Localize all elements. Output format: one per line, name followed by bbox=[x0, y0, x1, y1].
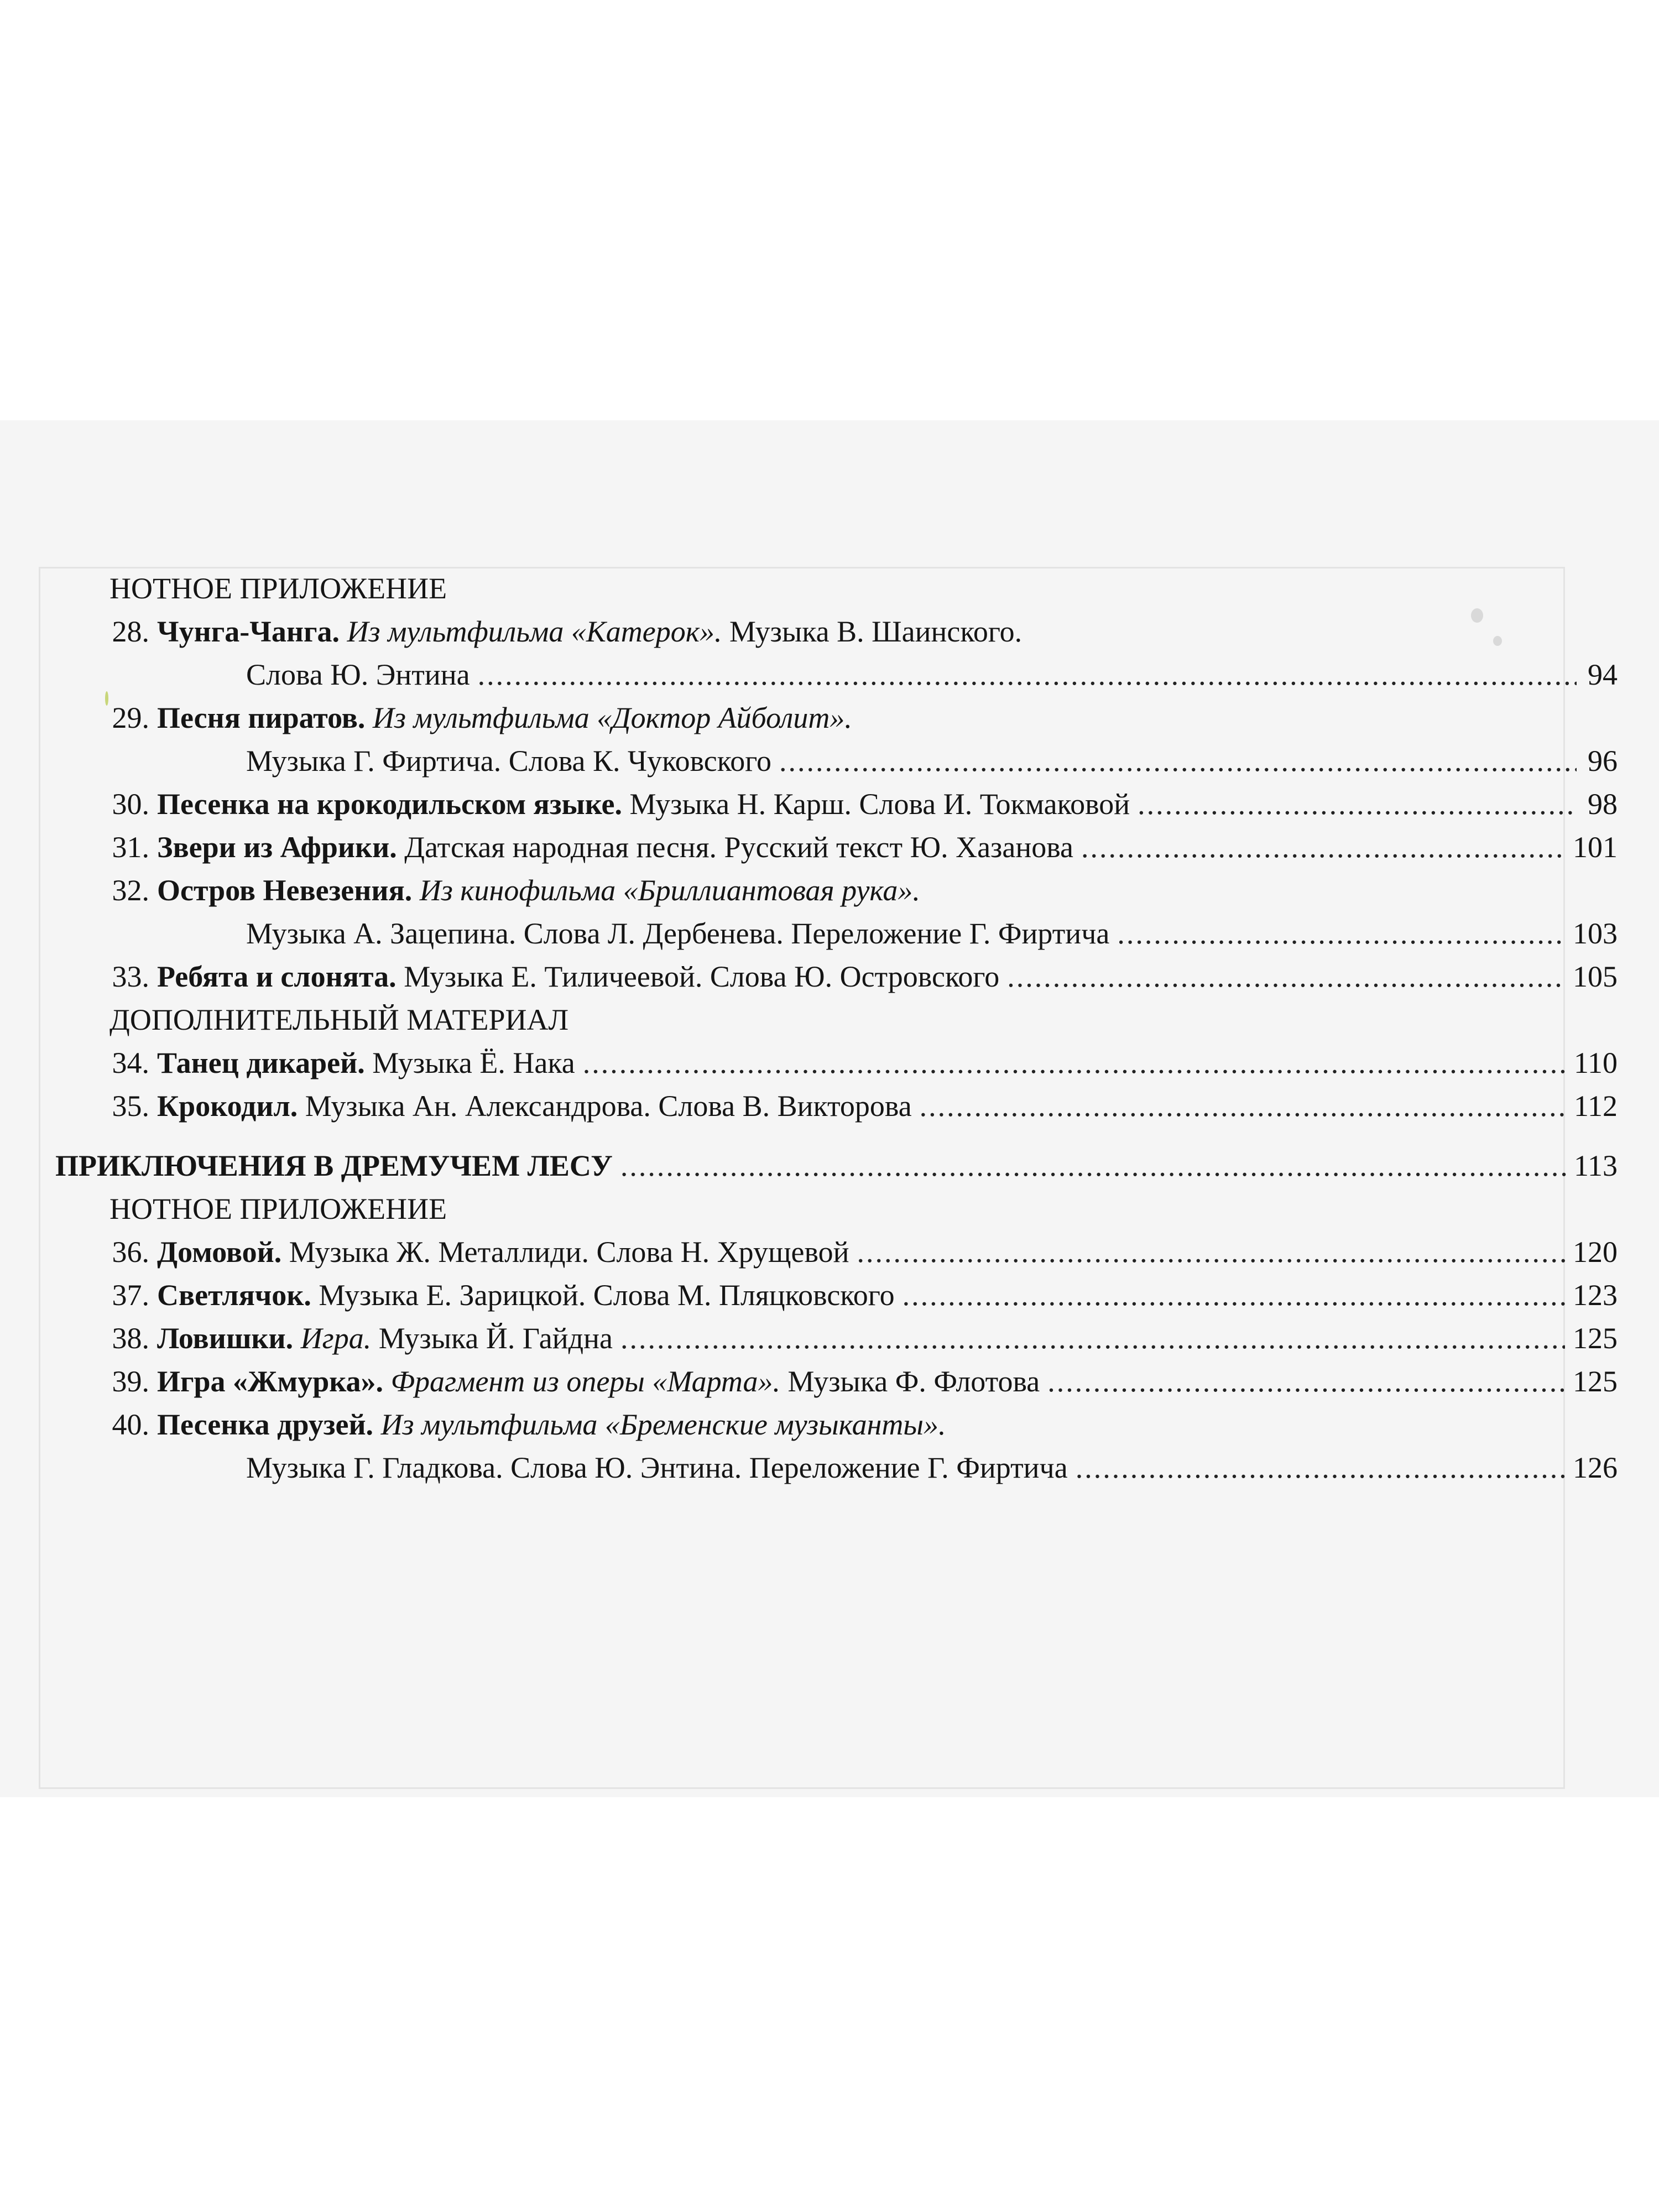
entry-number: 28. bbox=[112, 615, 149, 648]
entry-title: Песенка друзей. bbox=[157, 1408, 374, 1441]
leader-dots bbox=[857, 1230, 1565, 1274]
entry-title: Песенка на крокодильском языке. bbox=[157, 787, 622, 821]
entry-credits-continued: Музыка Г. Фиртича. Слова К. Чуковского bbox=[246, 744, 772, 778]
entry-credits: Музыка Ж. Металлиди. Слова Н. Хрущевой bbox=[289, 1235, 849, 1269]
entry-credits: Музыка Ан. Александрова. Слова В. Викторова bbox=[305, 1089, 912, 1123]
leader-dots bbox=[583, 1041, 1566, 1084]
toc-entry-29 bbox=[55, 696, 1618, 782]
entry-title: Ребята и слонята. bbox=[157, 960, 397, 993]
entry-source: Из мультфильма «Доктор Айболит». bbox=[372, 701, 852, 734]
toc-entry-40 bbox=[55, 1403, 1618, 1489]
table-of-contents bbox=[55, 567, 1618, 1489]
entry-credits-continued: Музыка Г. Гладкова. Слова Ю. Энтина. Переложение Г. Фиртича bbox=[246, 1451, 1068, 1484]
chapter-title: ПРИКЛЮЧЕНИЯ В ДРЕМУЧЕМ ЛЕСУ bbox=[55, 1149, 613, 1182]
entry-source: Игра. bbox=[300, 1322, 372, 1355]
entry-number: 35. bbox=[112, 1089, 149, 1123]
entry-title: Танец дикарей. bbox=[157, 1046, 365, 1079]
entry-credits: Музыка Н. Карш. Слова И. Токмаковой bbox=[629, 787, 1130, 821]
page-number: 101 bbox=[1573, 831, 1618, 864]
entry-credits: Музыка Е. Тиличеевой. Слова Ю. Островского bbox=[404, 960, 1000, 993]
page-number: 98 bbox=[1588, 787, 1618, 821]
entry-number: 40. bbox=[112, 1408, 149, 1441]
entry-source: Из мультфильма «Бременские музыканты». bbox=[380, 1408, 946, 1441]
entry-number: 29. bbox=[112, 701, 149, 734]
section-title: НОТНОЕ ПРИЛОЖЕНИЕ bbox=[109, 1192, 447, 1225]
leader-dots bbox=[478, 653, 1577, 696]
entry-title: Песня пиратов. bbox=[157, 701, 366, 734]
entry-credits: Музыка Ё. Нака bbox=[372, 1046, 575, 1079]
section-title: ДОПОЛНИТЕЛЬНЫЙ МАТЕРИАЛ bbox=[109, 1003, 569, 1036]
entry-number: 34. bbox=[112, 1046, 149, 1079]
page-number: 113 bbox=[1574, 1149, 1618, 1182]
page-number: 110 bbox=[1574, 1046, 1618, 1079]
entry-title: Звери из Африки. bbox=[157, 831, 397, 864]
entry-number: 38. bbox=[112, 1322, 149, 1355]
section-heading bbox=[55, 1187, 1618, 1230]
entry-source: Из кинофильма «Бриллиантовая рука». bbox=[419, 874, 920, 907]
leader-dots bbox=[1007, 955, 1565, 998]
toc-entry-34 bbox=[55, 1041, 1618, 1084]
entry-credits-continued: Музыка А. Зацепина. Слова Л. Дербенева. Переложение Г. Фиртича bbox=[246, 917, 1110, 950]
leader-dots bbox=[779, 739, 1577, 782]
leader-dots bbox=[1117, 912, 1565, 955]
entry-number: 33. bbox=[112, 960, 149, 993]
page-number: 105 bbox=[1573, 960, 1618, 993]
entry-title: Игра «Жмурка». bbox=[157, 1365, 384, 1398]
entry-number: 37. bbox=[112, 1279, 149, 1312]
entry-credits: Музыка Е. Зарицкой. Слова М. Пляцковского bbox=[319, 1279, 895, 1312]
entry-title: Светлячок. bbox=[157, 1279, 311, 1312]
page-number: 123 bbox=[1573, 1279, 1618, 1312]
entry-source: Из мультфильма «Катерок». bbox=[347, 615, 722, 648]
entry-credits: Музыка В. Шаинского. bbox=[729, 615, 1022, 648]
entry-credits: Музыка Й. Гайдна bbox=[378, 1322, 613, 1355]
toc-entry-36 bbox=[55, 1230, 1618, 1274]
toc-entry-39 bbox=[55, 1360, 1618, 1403]
page-number: 94 bbox=[1588, 658, 1618, 691]
page-number: 126 bbox=[1573, 1451, 1618, 1484]
entry-title: Ловишки. bbox=[157, 1322, 294, 1355]
leader-dots bbox=[1047, 1360, 1565, 1403]
page-number: 125 bbox=[1573, 1365, 1618, 1398]
entry-number: 32. bbox=[112, 874, 149, 907]
section-heading bbox=[55, 998, 1618, 1041]
entry-number: 30. bbox=[112, 787, 149, 821]
leader-dots bbox=[1076, 1446, 1565, 1489]
page-number: 103 bbox=[1573, 917, 1618, 950]
entry-number: 31. bbox=[112, 831, 149, 864]
leader-dots bbox=[620, 1144, 1566, 1187]
entry-title: Крокодил. bbox=[157, 1089, 298, 1123]
leader-dots bbox=[1138, 782, 1577, 826]
toc-entry-35 bbox=[55, 1084, 1618, 1128]
entry-title: Домовой. bbox=[157, 1235, 282, 1269]
entry-title: Чунга-Чанга. bbox=[157, 615, 340, 648]
entry-credits: Музыка Ф. Флотова bbox=[787, 1365, 1040, 1398]
toc-entry-30 bbox=[55, 782, 1618, 826]
page-number: 96 bbox=[1588, 744, 1618, 778]
toc-entry-33 bbox=[55, 955, 1618, 998]
section-heading bbox=[55, 567, 1618, 610]
page-number: 112 bbox=[1574, 1089, 1618, 1123]
leader-dots bbox=[920, 1084, 1566, 1128]
toc-entry-31 bbox=[55, 826, 1618, 869]
entry-credits: Датская народная песня. Русский текст Ю. Хазанова bbox=[404, 831, 1073, 864]
page-number: 120 bbox=[1573, 1235, 1618, 1269]
entry-number: 39. bbox=[112, 1365, 149, 1398]
toc-entry-32 bbox=[55, 869, 1618, 955]
chapter-heading bbox=[55, 1144, 1618, 1187]
toc-entry-37 bbox=[55, 1274, 1618, 1317]
leader-dots bbox=[620, 1317, 1565, 1360]
entry-source: Фрагмент из оперы «Марта». bbox=[390, 1365, 781, 1398]
section-title: НОТНОЕ ПРИЛОЖЕНИЕ bbox=[109, 572, 447, 605]
leader-dots bbox=[1081, 826, 1565, 869]
entry-credits-continued: Слова Ю. Энтина bbox=[246, 658, 470, 691]
toc-entry-28 bbox=[55, 610, 1618, 696]
leader-dots bbox=[902, 1274, 1565, 1317]
page-number: 125 bbox=[1573, 1322, 1618, 1355]
toc-entry-38 bbox=[55, 1317, 1618, 1360]
entry-number: 36. bbox=[112, 1235, 149, 1269]
entry-title: Остров Невезения. bbox=[157, 874, 413, 907]
